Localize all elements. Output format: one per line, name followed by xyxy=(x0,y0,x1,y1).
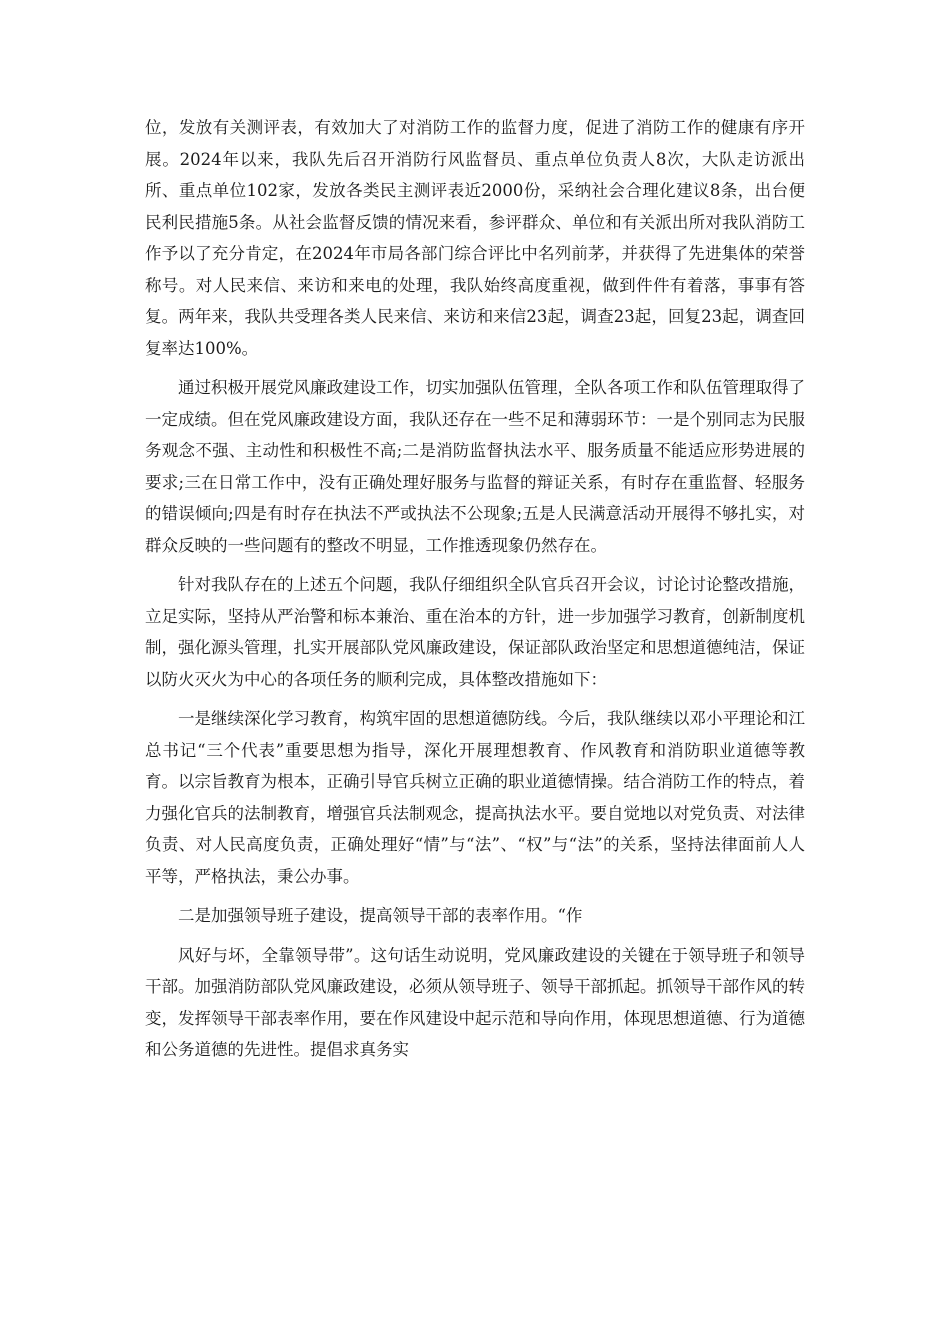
document-body xyxy=(145,112,805,1074)
paragraph-5: 二是加强领导班子建设，提高领导干部的表率作用。“作 xyxy=(178,906,583,925)
paragraph-1: 位，发放有关测评表，有效加大了对消防工作的监督力度，促进了消防工作的健康有序开展。2024年以来，我队先后召开消防行风监督员、重点单位负责人8次，大队走访派出所、重点单位102家，发放各类民主测评表近2000份，采纳社会合理化建议8条，出台便民利民措施5条。从社会监督反馈的情况来看，参评群众、单位和有关派出所对我队消防工作予以了充分肯定，在2024年市局各部门综合评比中名列前茅，并获得了先进集体的荣誉称号。对人民来信、来访和来电的处理，我队始终高度重视，做到件件有着落，事事有答复。两年来，我队共受理各类人民来信、来访和来信23起，调查23起，回复23起，调查回复率达100%。 xyxy=(145,118,805,358)
paragraph-4: 一是继续深化学习教育，构筑牢固的思想道德防线。今后，我队继续以邓小平理论和江总书记“三个代表”重要思想为指导，深化开展理想教育、作风教育和消防职业道德等教育。以宗旨教育为根本，正确引导官兵树立正确的职业道德情操。结合消防工作的特点，着力强化官兵的法制教育，增强官兵法制观念，提高执法水平。要自觉地以对党负责、对法律负责、对人民高度负责，正确处理好“情”与“法”、“权”与“法”的关系，坚持法律面前人人平等，严格执法，秉公办事。 xyxy=(145,709,805,886)
paragraph-3: 针对我队存在的上述五个问题，我队仔细组织全队官兵召开会议，讨论讨论整改措施，立足实际，坚持从严治警和标本兼治、重在治本的方针，进一步加强学习教育，创新制度机制，强化源头管理，扎实开展部队党风廉政建设，保证部队政治坚定和思想道德纯洁，保证以防火灭火为中心的各项任务的顺利完成，具体整改措施如下： xyxy=(145,575,805,689)
paragraph-2: 通过积极开展党风廉政建设工作，切实加强队伍管理，全队各项工作和队伍管理取得了一定成绩。但在党风廉政建设方面，我队还存在一些不足和薄弱环节：一是个别同志为民服务观念不强、主动性和积极性不高;二是消防监督执法水平、服务质量不能适应形势进展的要求;三在日常工作中，没有正确处理好服务与监督的辩证关系，有时存在重监督、轻服务的错误倾向;四是有时存在执法不严或执法不公现象;五是人民满意活动开展得不够扎实，对群众反映的一些问题有的整改不明显，工作推透现象仍然存在。 xyxy=(145,378,805,555)
paragraph-6: 风好与坏，全靠领导带”。这句话生动说明，党风廉政建设的关键在于领导班子和领导干部。加强消防部队党风廉政建设，必须从领导班子、领导干部抓起。抓领导干部作风的转变，发挥领导干部表率作用，要在作风建设中起示范和导向作用，体现思想道德、行为道德和公务道德的先进性。提倡求真务实 xyxy=(145,945,805,1059)
